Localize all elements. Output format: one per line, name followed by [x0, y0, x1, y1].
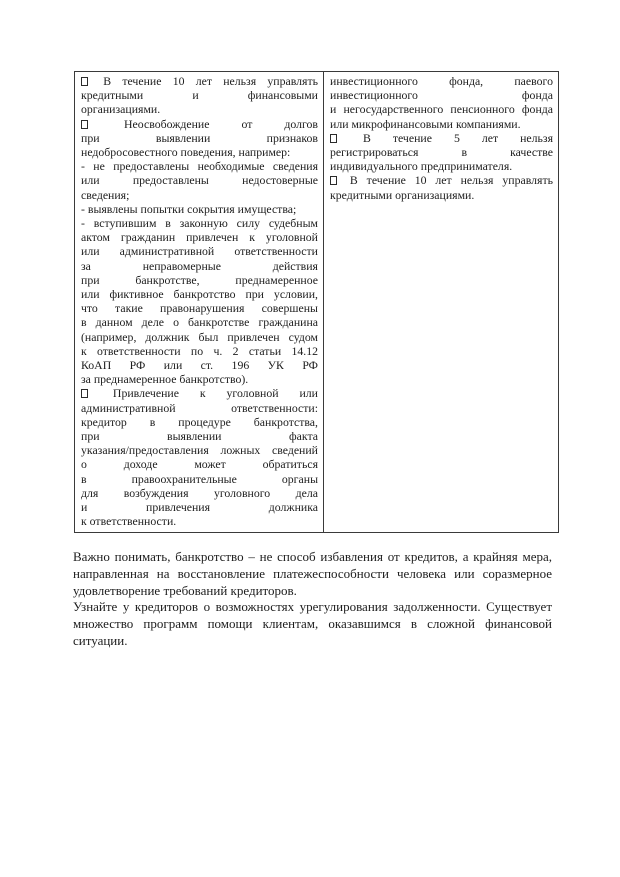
- text-line: [81, 259, 318, 273]
- text-line-content: индивидуального предпринимателя.: [330, 159, 513, 174]
- list-item: [330, 173, 553, 201]
- text-line-content: или административной ответственности: [81, 244, 318, 259]
- text-line: [81, 457, 318, 471]
- text-line: [81, 443, 318, 457]
- text-line: [81, 472, 318, 486]
- text-line-content: административной ответственности:: [81, 400, 318, 415]
- text-line: [81, 145, 318, 159]
- text-line-content: организациями.: [81, 102, 161, 117]
- text-line: [330, 131, 553, 145]
- text-line-content: или фиктивное банкротство при условии,: [81, 287, 318, 302]
- text-line-content: множество программ помощи клиентам, оказавшимся в сложной финансовой ситуации.: [73, 616, 552, 648]
- text-line-content: к ответственности по ч. 2 статьи 14.12: [81, 343, 318, 358]
- text-line: [81, 216, 318, 230]
- text-line: [73, 566, 552, 583]
- text-line: [81, 117, 318, 131]
- empty-checkbox-icon: [330, 134, 337, 143]
- text-line-content: недобросовестного поведения, например:: [81, 145, 291, 160]
- text-line-content: (например, должник был привлечен судом: [81, 329, 318, 344]
- text-line: [81, 500, 318, 514]
- text-line-content: для возбуждения уголовного дела: [81, 485, 318, 500]
- text-line: [81, 88, 318, 102]
- text-line: [330, 188, 553, 202]
- list-item: [330, 74, 553, 131]
- text-line: [73, 599, 552, 616]
- text-line-content: в правоохранительные органы: [81, 471, 318, 486]
- text-line: [81, 131, 318, 145]
- text-line-content: - выявлены попытки сокрытия имущества;: [81, 201, 297, 216]
- text-line: [81, 330, 318, 344]
- text-line: [81, 344, 318, 358]
- text-line-content: к ответственности.: [81, 514, 177, 529]
- text-line-content: о доходе может обратиться: [81, 457, 318, 472]
- text-line-content: за преднамеренное банкротство).: [81, 372, 249, 387]
- text-line-content: КоАП РФ или ст. 196 УК РФ: [81, 358, 318, 373]
- text-line: [81, 486, 318, 500]
- text-line: [81, 358, 318, 372]
- list-item: [73, 599, 552, 649]
- text-line: [81, 415, 318, 429]
- list-item: [81, 216, 318, 386]
- text-line: [81, 287, 318, 301]
- text-line-content: В течение 10 лет нельзя управлять: [349, 173, 553, 188]
- text-line-content: - не предоставлены необходимые сведения: [81, 159, 318, 174]
- text-line: [81, 173, 318, 187]
- text-line-content: при выявлении факта: [81, 429, 318, 444]
- text-line-content: за неправомерные действия: [81, 258, 318, 273]
- text-line: [81, 372, 318, 386]
- text-line-content: в данном деле о банкротстве гражданина: [81, 315, 318, 330]
- text-line-content: указания/предоставления ложных сведений: [81, 443, 318, 458]
- list-item: [81, 386, 318, 528]
- text-line: [81, 230, 318, 244]
- text-line-content: при банкротстве, преднамеренное: [81, 272, 318, 287]
- text-line-content: что такие правонарушения совершены: [81, 301, 318, 316]
- list-item: [330, 131, 553, 174]
- body-paragraphs: [73, 549, 552, 650]
- text-line: [330, 74, 553, 88]
- text-line-content: В течение 5 лет нельзя: [362, 130, 553, 145]
- text-line: [73, 616, 552, 650]
- text-line: [81, 74, 318, 88]
- text-line-content: инвестиционного фонда, паевого: [330, 74, 553, 88]
- text-line: [81, 273, 318, 287]
- table-cell-left: [75, 72, 324, 532]
- text-line-content: Неосвобождение от долгов: [124, 116, 319, 131]
- text-line-content: кредитор в процедуре банкротства,: [81, 414, 318, 429]
- text-line: [81, 386, 318, 400]
- text-line: [73, 549, 552, 566]
- text-line: [330, 117, 553, 131]
- text-line-content: при выявлении признаков: [81, 130, 318, 145]
- text-line: [330, 102, 553, 116]
- text-line: [81, 401, 318, 415]
- empty-checkbox-icon: [81, 120, 88, 129]
- empty-checkbox-icon: [330, 176, 337, 185]
- empty-checkbox-icon: [81, 77, 88, 86]
- list-item: [81, 117, 318, 160]
- text-line-content: сведения;: [81, 187, 130, 202]
- list-item: [81, 159, 318, 202]
- text-line-content: кредитными организациями.: [330, 187, 475, 202]
- list-item: [81, 202, 318, 216]
- text-line: [81, 514, 318, 528]
- bankruptcy-consequences-table: [74, 71, 559, 533]
- text-line-content: В течение 10 лет нельзя управлять: [103, 74, 318, 88]
- text-line: [330, 88, 553, 102]
- text-line-content: кредитными и финансовыми: [81, 88, 318, 103]
- list-item: [81, 74, 318, 117]
- table-cell-right: [324, 72, 558, 532]
- text-line-content: регистрироваться в качестве: [330, 145, 553, 160]
- text-line: [81, 301, 318, 315]
- text-line-content: - вступившим в законную силу судебным: [81, 216, 318, 231]
- text-line-content: или микрофинансовыми компаниями.: [330, 116, 521, 131]
- text-line-content: удовлетворение требований кредиторов.: [73, 582, 297, 598]
- text-line: [81, 429, 318, 443]
- text-line: [330, 173, 553, 187]
- text-line-content: или предоставлены недостоверные: [81, 173, 318, 188]
- text-line: [81, 188, 318, 202]
- text-line-content: Узнайте у кредиторов о возможностях урегулирования задолженности. Существует: [73, 599, 552, 615]
- text-line: [330, 145, 553, 159]
- text-line-content: инвестиционного фонда: [330, 88, 553, 103]
- text-line: [330, 159, 553, 173]
- text-line-content: направленная на восстановление платежеспособности человека или соразмерное: [73, 565, 552, 581]
- text-line: [81, 315, 318, 329]
- text-line: [81, 202, 318, 216]
- text-line: [81, 159, 318, 173]
- text-line-content: Привлечение к уголовной или: [112, 386, 318, 401]
- text-line: [73, 583, 552, 600]
- text-line: [81, 244, 318, 258]
- text-line-content: и негосударственного пенсионного фонда: [330, 102, 553, 117]
- empty-checkbox-icon: [81, 389, 88, 398]
- text-line-content: и привлечения должника: [81, 500, 318, 515]
- text-line-content: актом гражданин привлечен к уголовной: [81, 230, 318, 245]
- text-line: [81, 102, 318, 116]
- list-item: [73, 549, 552, 599]
- text-line-content: Важно понимать, банкротство – не способ избавления от кредитов, а крайняя мера,: [73, 549, 552, 564]
